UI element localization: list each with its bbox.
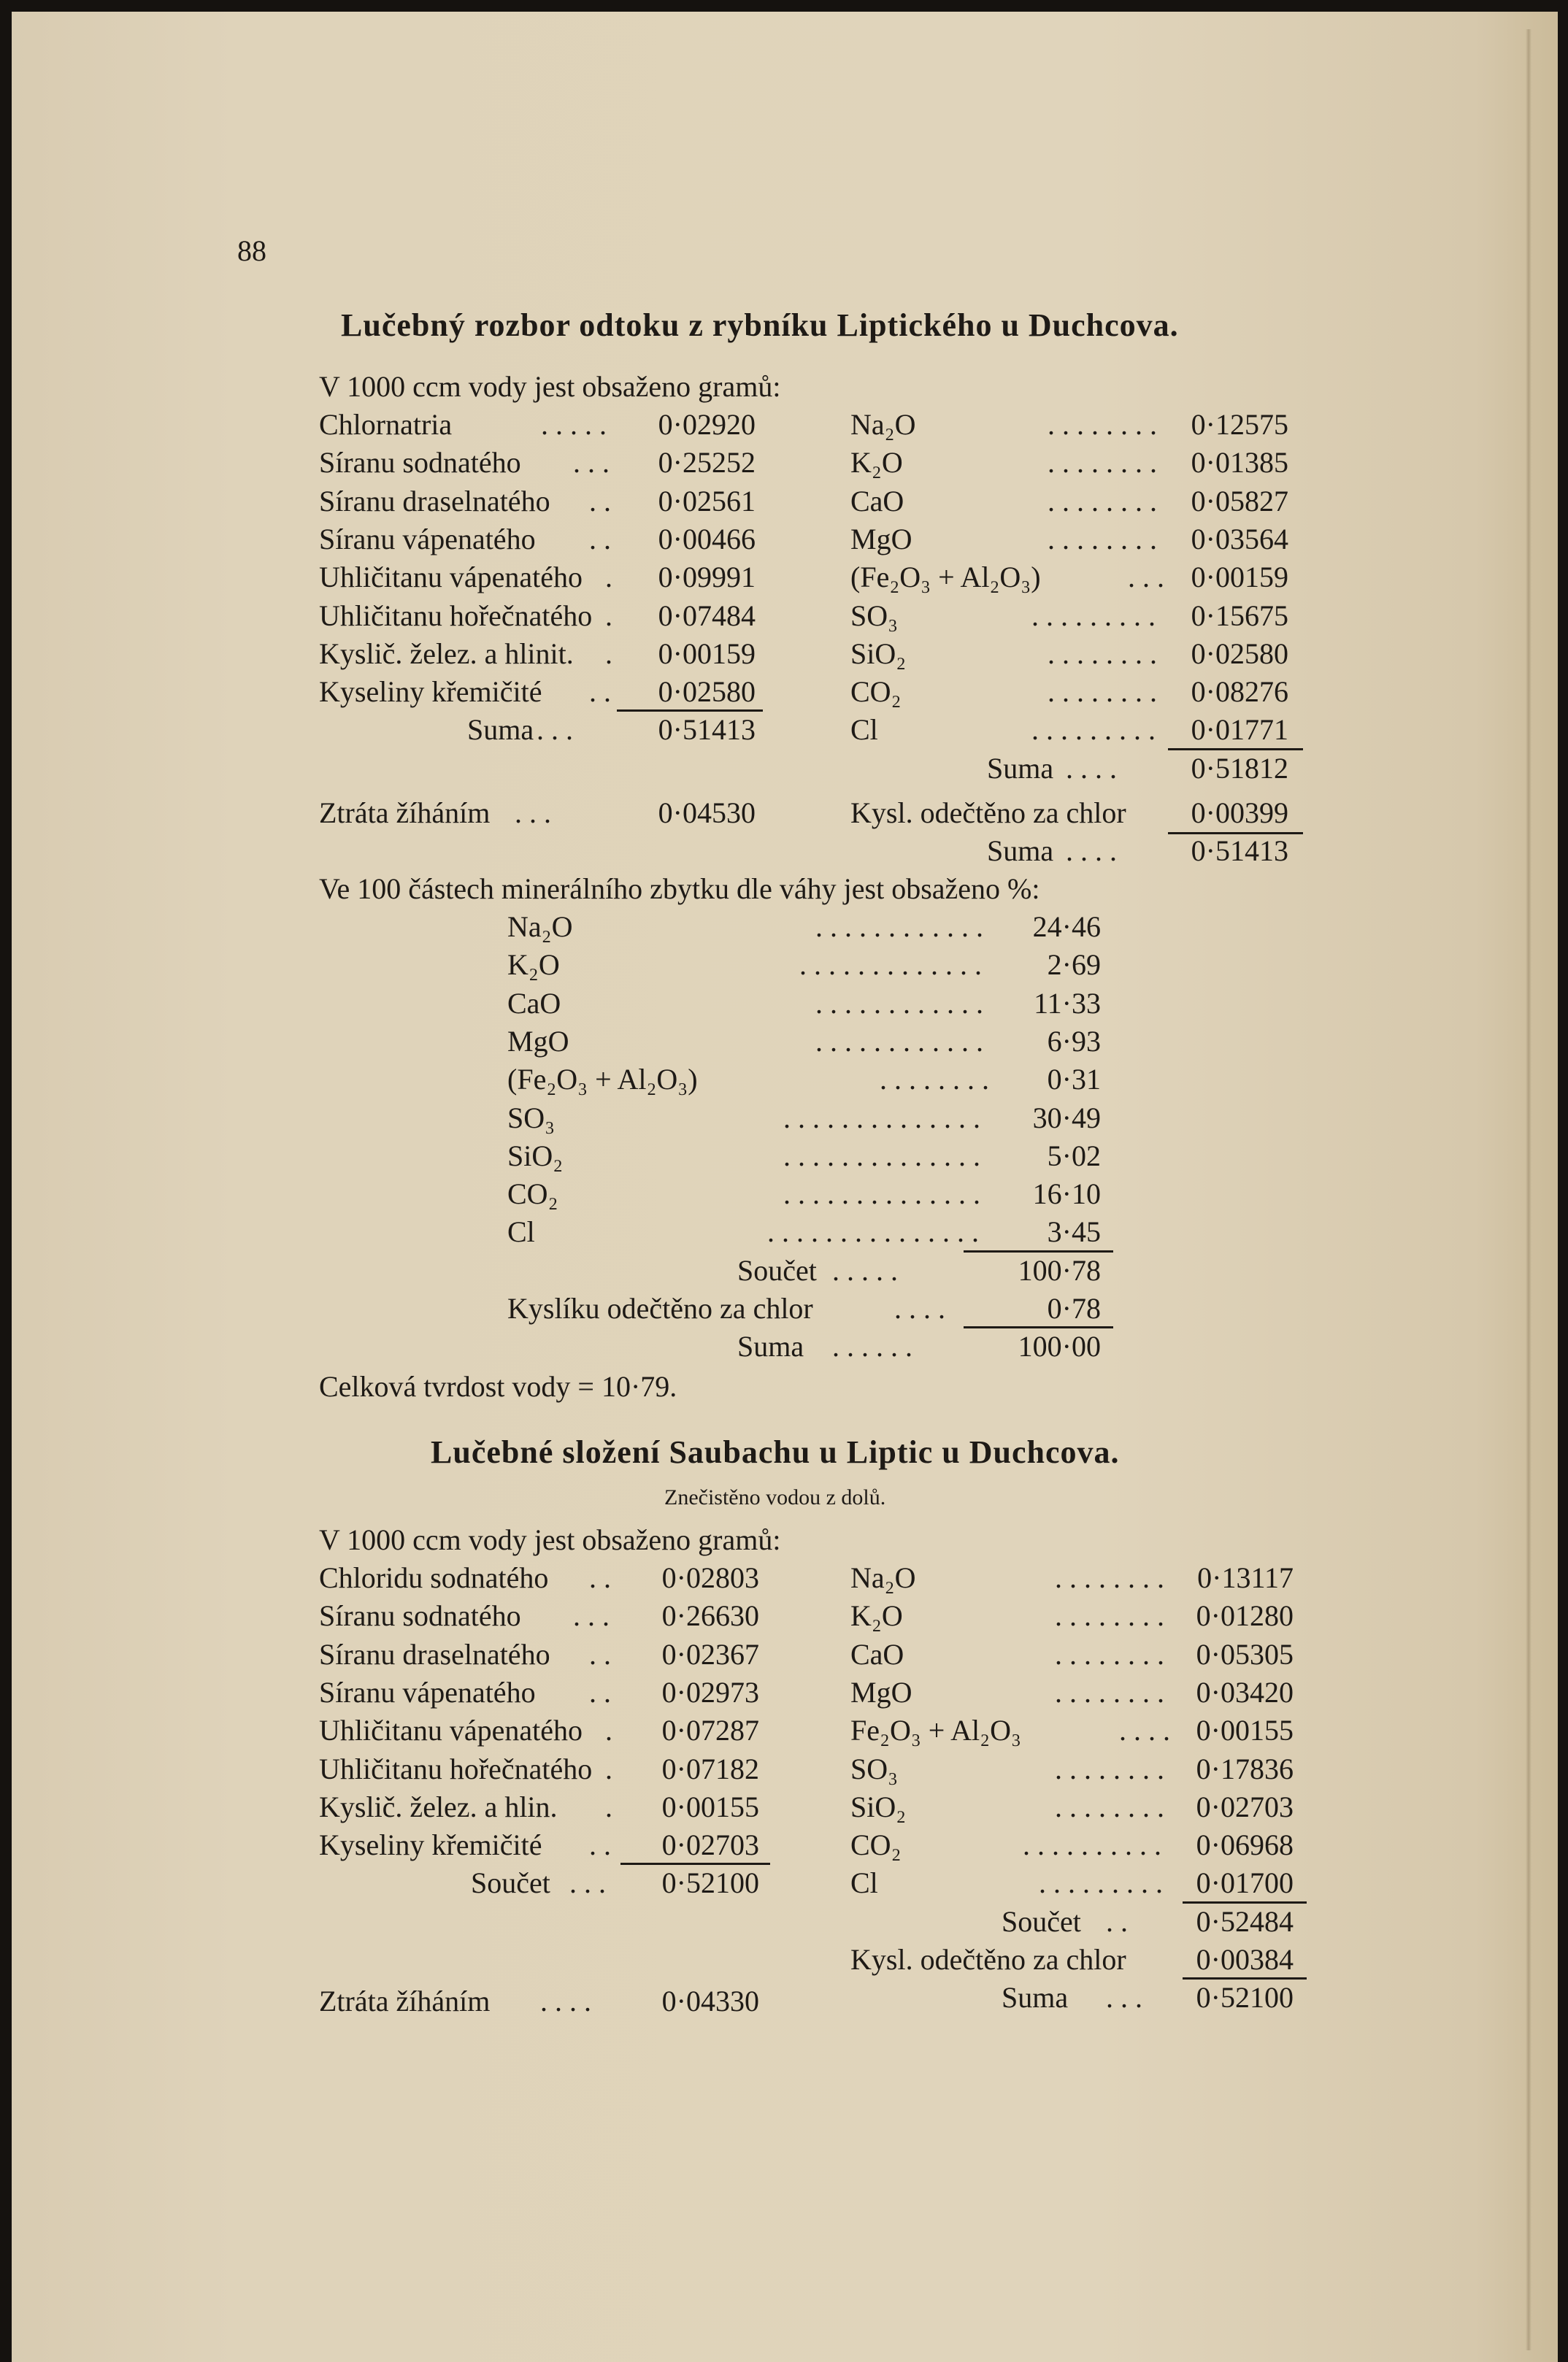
s2-left-row-label: Kyslič. želez. a hlin. xyxy=(319,1790,558,1823)
section2-subtitle: Znečistěno vodou z dolů. xyxy=(664,1485,886,1509)
s1-right-row-dots: . . . . . . . . xyxy=(1048,522,1157,555)
s2-right-row-label: Cl xyxy=(850,1866,878,1900)
s1-percent-row-dots: . . . . . . . . . . . . xyxy=(815,1024,983,1058)
s2-oxygen-label: Kysl. odečtěno za chlor xyxy=(850,1943,1126,1976)
s1-percent-intro: Ve 100 částech minerálního zbytku dle váhy jest obsaženo %: xyxy=(319,872,1040,905)
s1-right-row-label: Cl xyxy=(850,713,878,747)
s1-soucet-value: 100·78 xyxy=(1018,1253,1101,1287)
s1-left-row-dots: . xyxy=(605,599,612,632)
s2-right-sum2-label: Suma xyxy=(1002,1981,1069,2015)
s1-loss-label: Ztráta žíháním xyxy=(319,796,491,829)
s1-percent-row-dots: . . . . . . . . . . . . . . . xyxy=(767,1215,979,1249)
s2-left-row-value: 0·26630 xyxy=(661,1599,759,1633)
s1-right-row-dots: . . . . . . . . . xyxy=(1031,599,1156,632)
s1-left-row-label: Uhličitanu vápenatého xyxy=(319,561,583,594)
s2-left-row-value: 0·02973 xyxy=(661,1675,759,1709)
s1-right-sum2-label: Suma xyxy=(987,834,1054,867)
s1-percent-row-value: 16·10 xyxy=(1032,1177,1101,1211)
s2-right-row-label: SO₃ xyxy=(850,1752,899,1785)
s2-loss-label: Ztráta žíháním xyxy=(319,1985,491,2017)
s1-right-row-dots: . . . . . . . . xyxy=(1048,675,1157,709)
s1-percent-row-value: 11·33 xyxy=(1034,986,1101,1020)
s2-left-row-dots: . xyxy=(605,1752,612,1785)
s1-right-row-value: 0·03564 xyxy=(1191,522,1288,555)
s1-percent-row-label: Cl xyxy=(507,1215,535,1249)
s2-left-row-value: 0·02803 xyxy=(661,1561,759,1594)
s1-left-row-dots: . xyxy=(605,636,612,670)
s2-right-row-dots: . . . . . . . . . xyxy=(1039,1866,1163,1900)
s1-right-row-label: K₂O xyxy=(850,446,903,480)
s1-left-row-dots: . . . . . xyxy=(541,408,607,441)
s2-left-row-label: Síranu sodnatého xyxy=(319,1599,521,1633)
s2-left-row-dots: . . xyxy=(589,1675,611,1709)
s1-right-row-value: 0·00159 xyxy=(1191,561,1288,594)
s1-left-row-value: 0·02580 xyxy=(658,675,756,709)
s2-right-row-value: 0·01700 xyxy=(1196,1866,1294,1900)
scan-edge-left xyxy=(0,0,12,2362)
s1-hardness: Celková tvrdost vody = 10·79. xyxy=(319,1369,677,1403)
s1-left-row-value: 0·09991 xyxy=(658,561,756,594)
s2-right-sum-rule xyxy=(1183,1901,1307,1904)
s1-percent-row-label: Na₂O xyxy=(507,910,573,943)
s2-left-row-value: 0·02367 xyxy=(661,1637,759,1671)
s2-right-row-dots: . . . . . . . . xyxy=(1055,1637,1164,1671)
s1-right-sum-value: 0·51812 xyxy=(1191,751,1288,785)
s1-right-sum-label: Suma xyxy=(987,751,1054,785)
s1-right-sum-rule xyxy=(1168,748,1303,750)
s1-loss-value: 0·04530 xyxy=(658,796,756,829)
s2-right-row-value: 0·02703 xyxy=(1196,1790,1294,1823)
s1-left-row-dots: . xyxy=(605,561,612,594)
section1-title: Lučebný rozbor odtoku z rybníku Liptického u Duchcova. xyxy=(341,307,1179,343)
s2-right-row-dots: . . . . . . . . xyxy=(1055,1599,1164,1633)
s1-left-row-dots: . . xyxy=(589,675,611,709)
s2-right-row-dots: . . . . . . . . xyxy=(1055,1675,1164,1709)
s2-right-row-dots: . . . . . . . . xyxy=(1055,1561,1164,1594)
s1-right-row-dots: . . . . . . . . xyxy=(1048,408,1157,441)
s1-percent-row-label: CO₂ xyxy=(507,1177,558,1211)
s2-left-row-label: Chloridu sodnatého xyxy=(319,1561,549,1594)
s1-suma-pct-rule xyxy=(964,1326,1113,1328)
s1-right-row-dots: . . . xyxy=(1128,561,1164,594)
s2-right-row-dots: . . . . . . . . xyxy=(1055,1790,1164,1823)
s2-right-row-value: 0·01280 xyxy=(1196,1599,1294,1633)
s1-left-row-label: Síranu sodnatého xyxy=(319,446,521,480)
s1-right-sum-dots: . . . . xyxy=(1066,751,1117,785)
s1-right-sum2-dots: . . . . xyxy=(1066,834,1117,867)
s1-percent-row-dots: . . . . . . . . xyxy=(880,1063,989,1096)
scan-edge-top xyxy=(0,0,1568,12)
s1-percent-row-value: 3·45 xyxy=(1047,1215,1101,1249)
s1-left-row-value: 0·02920 xyxy=(658,408,756,441)
s2-left-row-label: Síranu vápenatého xyxy=(319,1675,536,1709)
s2-left-row-value: 0·02703 xyxy=(661,1828,759,1862)
s2-right-row-value: 0·00155 xyxy=(1196,1714,1294,1747)
s2-loss-value: 0·04330 xyxy=(661,1985,759,2017)
page-fold-shadow xyxy=(1526,29,1532,2350)
s1-right-row-value: 0·01385 xyxy=(1191,446,1288,480)
s1-left-sum-label: Suma xyxy=(467,713,534,747)
s1-oxygen-label: Kysl. odečtěno za chlor xyxy=(850,796,1126,829)
s1-left-row-value: 0·00159 xyxy=(658,636,756,670)
s1-percent-row-label: CaO xyxy=(507,986,561,1020)
s2-left-sum-dots: . . . xyxy=(569,1866,606,1900)
s1-percent-row-value: 2·69 xyxy=(1047,948,1101,982)
s1-left-row-value: 0·02561 xyxy=(658,484,756,518)
s2-right-row-label: K₂O xyxy=(850,1599,903,1633)
s1-soucet-rule xyxy=(964,1250,1113,1253)
s1-right-row-label: SO₃ xyxy=(850,599,899,632)
s1-percent-row-dots: . . . . . . . . . . . . . . xyxy=(783,1101,980,1134)
s1-kysliku-label: Kyslíku odečtěno za chlor xyxy=(507,1292,813,1325)
section1-intro: V 1000 ccm vody jest obsaženo gramů: xyxy=(319,370,781,403)
s2-right-row-label: Fe₂O₃ + Al₂O₃ xyxy=(850,1714,1021,1747)
s1-right-row-label: Na₂O xyxy=(850,408,916,441)
s2-left-row-value: 0·00155 xyxy=(661,1790,759,1823)
s2-right-row-dots: . . . . xyxy=(1119,1714,1170,1747)
s2-right-row-label: MgO xyxy=(850,1675,912,1709)
s1-kysliku-dots: . . . . xyxy=(894,1292,945,1325)
s1-soucet-dots: . . . . . xyxy=(832,1253,898,1287)
s2-right-row-label: Na₂O xyxy=(850,1561,916,1594)
s1-left-row-label: Chlornatria xyxy=(319,408,453,441)
s1-left-row-dots: . . xyxy=(589,484,611,518)
s1-right-row-label: MgO xyxy=(850,522,912,555)
s1-percent-row-label: SiO₂ xyxy=(507,1139,564,1172)
s1-percent-row-label: K₂O xyxy=(507,948,560,982)
s1-percent-row-value: 24·46 xyxy=(1032,910,1101,943)
s1-right-row-dots: . . . . . . . . . xyxy=(1031,713,1156,747)
s1-right-row-value: 0·12575 xyxy=(1191,408,1288,441)
s2-right-row-value: 0·17836 xyxy=(1196,1752,1294,1785)
s1-left-row-value: 0·25252 xyxy=(658,446,756,480)
s1-oxygen-value: 0·00399 xyxy=(1191,796,1288,829)
s2-right-row-value: 0·03420 xyxy=(1196,1675,1294,1709)
s1-kysliku-value: 0·78 xyxy=(1047,1292,1101,1325)
s2-right-row-label: CO₂ xyxy=(850,1828,902,1862)
s2-left-row-label: Kyseliny křemičité xyxy=(319,1828,542,1862)
s2-right-row-label: CaO xyxy=(850,1637,904,1671)
s1-percent-row-dots: . . . . . . . . . . . . xyxy=(815,986,983,1020)
s1-right-row-value: 0·15675 xyxy=(1191,599,1288,632)
s2-right-sum-value: 0·52484 xyxy=(1196,1904,1294,1938)
s1-left-row-label: Síranu draselnatého xyxy=(319,484,550,518)
s1-left-row-dots: . . xyxy=(589,522,611,555)
s1-percent-row-value: 5·02 xyxy=(1047,1139,1101,1172)
s2-right-row-label: SiO₂ xyxy=(850,1790,907,1823)
s2-loss-dots: . . . . xyxy=(540,1985,591,2017)
s2-right-row-value: 0·06968 xyxy=(1196,1828,1294,1862)
scan-edge-right xyxy=(1558,0,1568,2362)
s1-right-row-label: CO₂ xyxy=(850,675,902,709)
s1-percent-row-value: 6·93 xyxy=(1047,1024,1101,1058)
s1-percent-row-label: SO₃ xyxy=(507,1101,556,1134)
s1-left-row-label: Síranu vápenatého xyxy=(319,522,536,555)
s1-right-row-label: CaO xyxy=(850,484,904,518)
s1-left-sum-value: 0·51413 xyxy=(658,713,756,747)
s2-left-sum-label: Součet xyxy=(471,1866,550,1900)
s2-left-row-label: Uhličitanu vápenatého xyxy=(319,1714,583,1747)
s1-percent-row-dots: . . . . . . . . . . . . . xyxy=(799,948,982,982)
s2-oxygen-value: 0·00384 xyxy=(1196,1943,1294,1976)
s2-right-sum2-dots: . . . xyxy=(1106,1981,1142,2015)
s1-loss-dots: . . . xyxy=(515,796,551,829)
s1-right-row-value: 0·02580 xyxy=(1191,636,1288,670)
s1-suma-pct-dots: . . . . . . xyxy=(832,1330,912,1363)
s2-left-row-label: Síranu draselnatého xyxy=(319,1637,550,1671)
page-number: 88 xyxy=(237,234,266,267)
s1-right-row-value: 0·01771 xyxy=(1191,713,1288,747)
s1-right-row-label: SiO₂ xyxy=(850,636,907,670)
s1-left-row-value: 0·00466 xyxy=(658,522,756,555)
s2-left-row-dots: . . xyxy=(589,1637,611,1671)
s1-left-row-label: Uhličitanu hořečnatého xyxy=(319,599,593,632)
s1-left-sum-dots: . . . xyxy=(537,713,573,747)
s1-soucet-label: Součet xyxy=(737,1253,817,1287)
s2-left-row-dots: . . xyxy=(589,1561,611,1594)
s2-right-row-value: 0·05305 xyxy=(1196,1637,1294,1671)
s1-percent-row-dots: . . . . . . . . . . . . . . xyxy=(783,1139,980,1172)
s1-left-row-label: Kyslič. želez. a hlinit. xyxy=(319,636,574,670)
s2-right-sum2-value: 0·52100 xyxy=(1196,1981,1294,2015)
s2-left-row-dots: . . xyxy=(589,1828,611,1862)
s2-left-sum-rule xyxy=(620,1863,770,1865)
s1-suma-pct-value: 100·00 xyxy=(1018,1330,1101,1363)
s1-percent-row-label: (Fe₂O₃ + Al₂O₃) xyxy=(507,1063,698,1096)
s2-left-row-label: Uhličitanu hořečnatého xyxy=(319,1752,593,1785)
s1-left-sum-rule xyxy=(617,709,763,712)
s1-right-row-dots: . . . . . . . . xyxy=(1048,484,1157,518)
section2-title: Lučebné složení Saubachu u Liptic u Duchcova. xyxy=(431,1434,1120,1470)
s2-left-row-value: 0·07287 xyxy=(661,1714,759,1747)
s1-right-row-label: (Fe₂O₃ + Al₂O₃) xyxy=(850,561,1041,594)
s2-left-row-dots: . xyxy=(605,1714,612,1747)
section2-intro: V 1000 ccm vody jest obsaženo gramů: xyxy=(319,1523,781,1556)
s1-left-row-value: 0·07484 xyxy=(658,599,756,632)
s1-right-row-value: 0·05827 xyxy=(1191,484,1288,518)
s1-suma-pct-label: Suma xyxy=(737,1330,804,1363)
s1-left-row-dots: . . . xyxy=(573,446,610,480)
s1-right-row-dots: . . . . . . . . xyxy=(1048,446,1157,480)
s2-right-row-value: 0·13117 xyxy=(1197,1561,1294,1594)
s2-right-row-dots: . . . . . . . . xyxy=(1055,1752,1164,1785)
s1-right-row-value: 0·08276 xyxy=(1191,675,1288,709)
s2-right-row-dots: . . . . . . . . . . xyxy=(1023,1828,1161,1862)
s1-percent-row-dots: . . . . . . . . . . . . . . xyxy=(783,1177,980,1211)
s1-percent-row-value: 30·49 xyxy=(1032,1101,1101,1134)
s2-left-row-dots: . . . xyxy=(573,1599,610,1633)
s2-left-row-value: 0·07182 xyxy=(661,1752,759,1785)
s2-right-sum-label: Součet xyxy=(1002,1904,1081,1938)
s2-right-sum-dots: . . xyxy=(1106,1904,1128,1938)
s1-right-row-dots: . . . . . . . . xyxy=(1048,636,1157,670)
s2-left-row-dots: . xyxy=(605,1790,612,1823)
s1-right-sum2-value: 0·51413 xyxy=(1191,834,1288,867)
s2-right-sum2-rule xyxy=(1183,1977,1307,1980)
s1-percent-row-value: 0·31 xyxy=(1047,1063,1101,1096)
s1-left-row-label: Kyseliny křemičité xyxy=(319,675,542,709)
s1-percent-row-label: MgO xyxy=(507,1024,569,1058)
s2-left-sum-value: 0·52100 xyxy=(661,1866,759,1900)
s1-percent-row-dots: . . . . . . . . . . . . xyxy=(815,910,983,943)
